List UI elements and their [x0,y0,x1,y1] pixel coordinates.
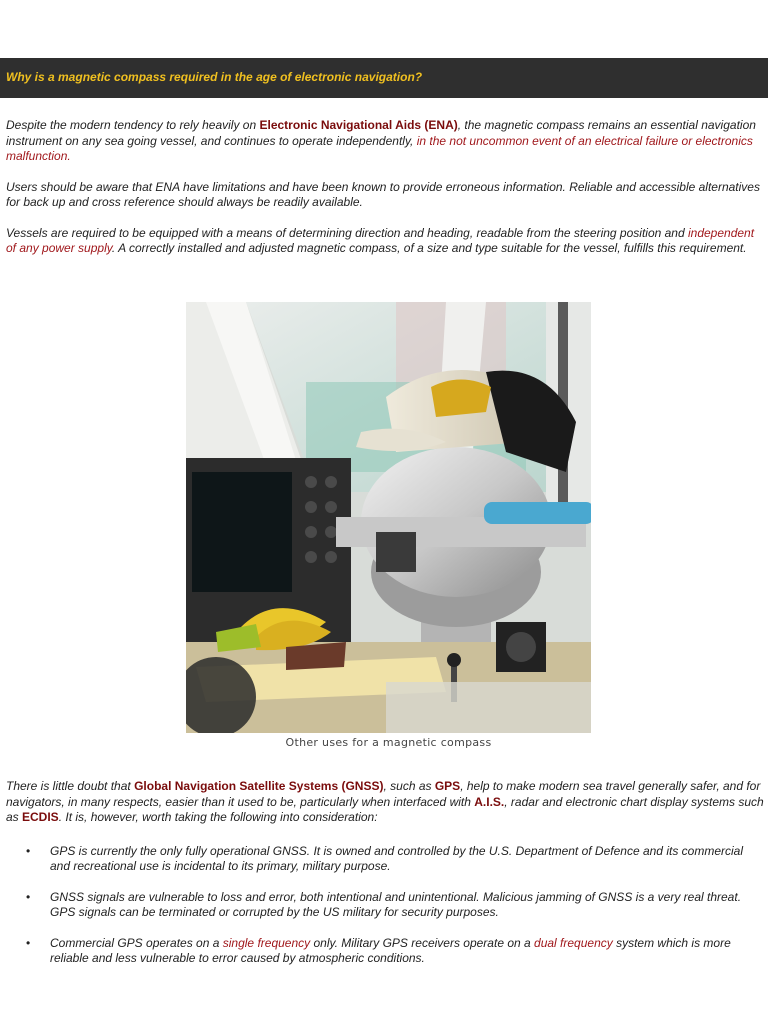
page-title: Why is a magnetic compass required in the age of electronic navigation? [6,70,423,84]
bullet-icon: • [26,935,31,950]
text: , help to make modern sea travel generally safer, and for navigators, in many respects, easier than it used to be, particularly when interfaced with [6,779,761,809]
intro-paragraph-2: Users should be aware that ENA have limitations and have been known to provide erroneous information. Reliable and accessible alternatives for back up and cross reference should always be readily available. [6,179,760,209]
intro-paragraph-3 [6,226,762,257]
list-item-text [50,936,731,966]
gnss-link[interactable]: Global Navigation Satellite Systems (GNSS) [134,779,384,793]
intro-section [6,118,762,272]
gnss-section [6,779,766,982]
bullet-icon: • [26,843,31,858]
text: There is little doubt that [6,779,135,793]
text: , such as [383,779,435,793]
text: . It is, however, worth taking the following into consideration: [58,810,378,824]
text: only. Military GPS receivers operate on a [310,935,535,950]
gnss-paragraph [6,779,766,826]
list-item [6,890,766,921]
compass-photo-illustration [186,302,591,733]
emphasis-text: single frequency [222,935,311,950]
emphasis-text: independent of any power supply [6,225,755,255]
ecdis-link[interactable]: ECDIS [22,810,59,824]
text: , radar and electronic chart display systems such as [6,794,764,824]
text: Commercial GPS operates on a [50,935,223,950]
emphasis-text: in the not uncommon event of an electrical failure or electronics malfunction. [6,133,753,163]
text: . A correctly installed and adjusted magnetic compass, of a size and type suitable for the vessel, fulfills this requirement. [111,241,747,255]
gps-link[interactable]: GPS [434,779,461,793]
list-item-text: GNSS signals are vulnerable to loss and error, both intentional and unintentional. Malicious jamming of GNSS is a very real threat. GPS signals can be terminated or corrupted by the US military for security purposes. [50,889,742,919]
header-bar [0,58,768,98]
list-item [6,936,766,967]
ena-link[interactable]: Electronic Navigational Aids (ENA) [259,118,458,132]
bullet-icon: • [26,889,31,904]
considerations-list [6,844,766,967]
figure-caption: Other uses for a magnetic compass [285,736,492,749]
list-item-text: GPS is currently the only fully operational GNSS. It is owned and controlled by the U.S. Department of Defence and its commercial and recreational use is incidental to its primary, military purpose. [50,843,743,873]
intro-paragraph-1 [6,118,762,165]
text: system which is more reliable and less vulnerable to error caused by atmospheric conditions. [50,935,731,965]
emphasis-text: dual frequency [534,935,613,950]
text: Despite the modern tendency to rely heavily on [6,118,260,132]
ais-link[interactable]: A.I.S. [474,794,505,809]
compass-photo [186,302,591,733]
list-item [6,844,766,875]
text: , the magnetic compass remains an essential navigation instrument on any sea going vessel, and continues to operate independently, [6,118,756,148]
text: Vessels are required to be equipped with a means of determining direction and heading, readable from the steering position and [6,225,688,240]
